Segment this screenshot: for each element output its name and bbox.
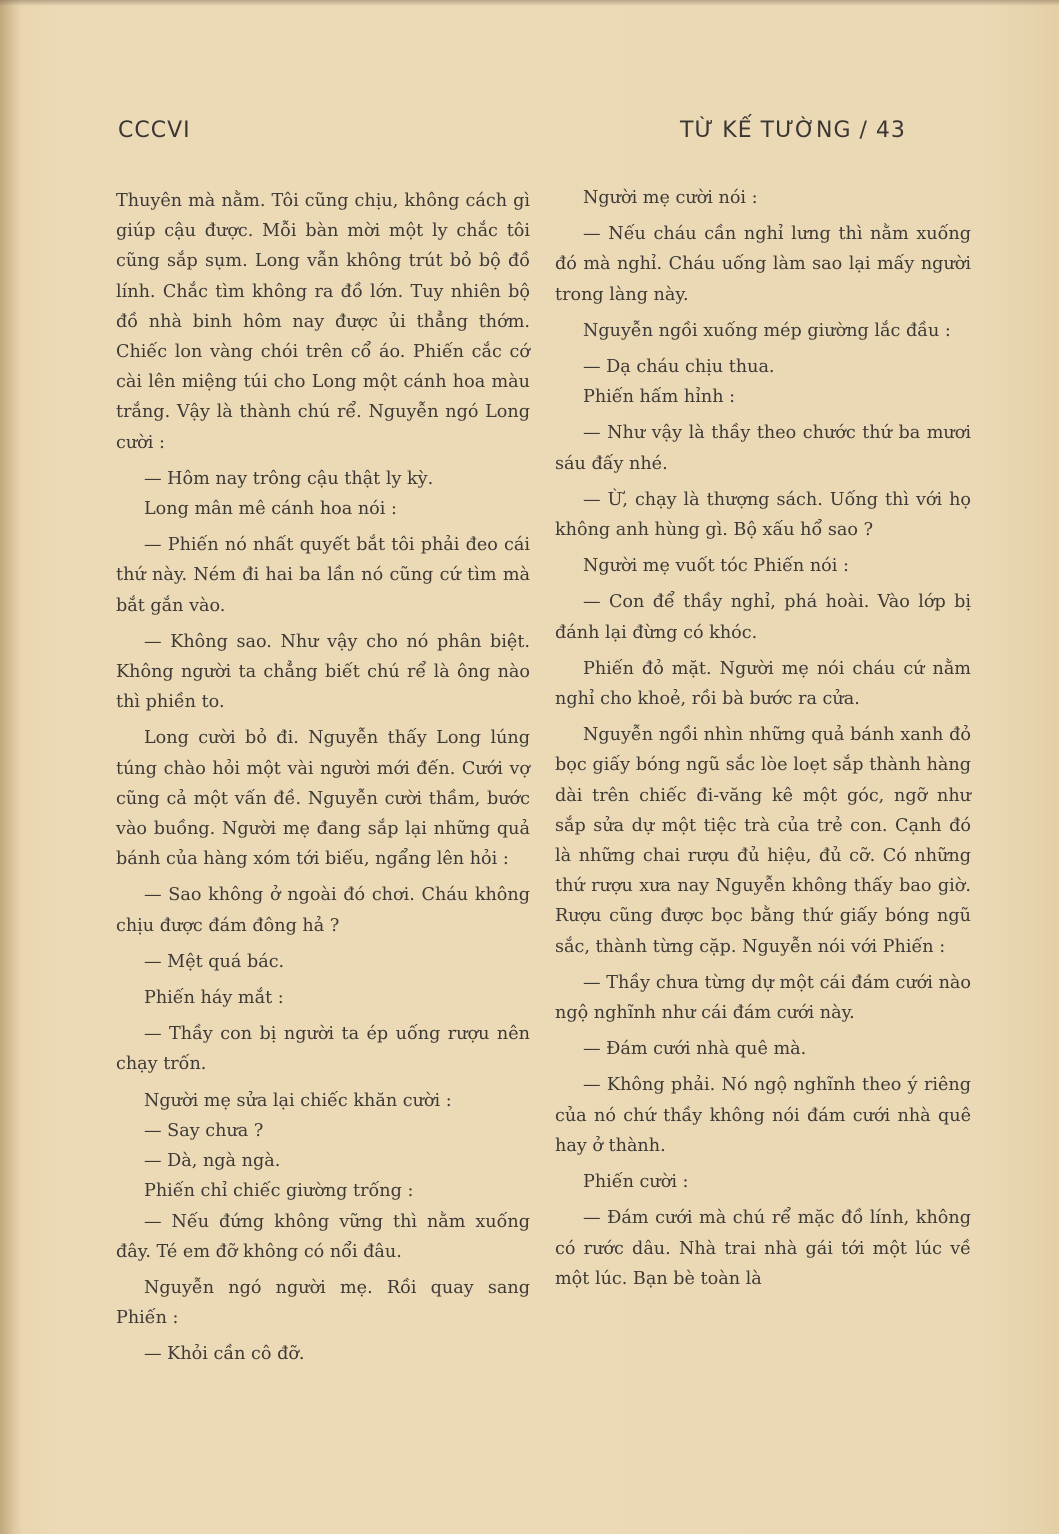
- paragraph: — Thầy con bị người ta ép uống rượu nên chạy trốn.: [116, 1024, 530, 1075]
- paragraph: — Đám cưới nhà quê mà.: [583, 1039, 807, 1060]
- paragraph: — Thầy chưa từng dự một cái đám cưới nào ngộ nghĩnh như cái đám cưới này.: [555, 972, 971, 1024]
- paragraph: — Không phải. Nó ngộ nghĩnh theo ý riêng của nó chứ thầy không nói đám cưới nhà quê hay ở thành.: [555, 1075, 971, 1156]
- paragraph: — Dạ cháu chịu thua.: [583, 357, 775, 378]
- paragraph: Phiến chỉ chiếc giường trống :: [144, 1181, 414, 1202]
- paragraph: — Nếu cháu cần nghỉ lưng thì nằm xuống đó mà nghỉ. Cháu uống làm sao lại mấy người trong làng này.: [555, 224, 971, 305]
- paragraph: — Nếu đứng không vững thì nằm xuống đây. Té em đỡ không có nổi đâu.: [116, 1211, 530, 1262]
- paragraph: — Phiến nó nhất quyết bắt tôi phải đeo cái thứ này. Ném đi hai ba lần nó cũng cứ tìm mà bắt gắn vào.: [116, 535, 530, 616]
- paragraph: Long mân mê cánh hoa nói :: [144, 499, 397, 520]
- paragraph: — Ừ, chạy là thượng sách. Uống thì với họ không anh hùng gì. Bộ xấu hổ sao ?: [555, 489, 971, 541]
- paragraph: Thuyên mà nằm. Tôi cũng chịu, không cách gì giúp cậu được. Mỗi bàn mời một ly chắc tôi cũng sắp sụm. Long vẫn không trút bỏ bộ đồ lính. Chắc tìm không ra đồ lớn. Tuy nhiên bộ đồ nhà binh hôm nay được ủi thẳng thớm. Chiếc lon vàng chói trên cổ áo. Phiến cắc cớ cài lên miệng túi cho Long một cánh hoa màu trắng. Vậy là thành chú rể. Nguyễn ngó Long cười :: [116, 191, 530, 453]
- paragraph: — Mệt quá bác.: [144, 951, 285, 972]
- page-top-edge: [0, 0, 1059, 6]
- left-text-column: [116, 186, 530, 1370]
- running-header-right: TỪ KẾ TƯỜNG / 43: [680, 118, 906, 143]
- paragraph: — Khỏi cần cô đỡ.: [144, 1344, 305, 1365]
- paragraph: Phiến đỏ mặt. Người mẹ nói cháu cứ nằm nghỉ cho khoẻ, rồi bà bước ra cửa.: [555, 658, 971, 710]
- paragraph: — Say chưa ?: [144, 1120, 264, 1141]
- running-header-left: CCCVI: [118, 118, 191, 143]
- paragraph: — Đám cưới mà chú rể mặc đồ lính, không có rước dâu. Nhà trai nhà gái tới một lúc về một lúc. Bạn bè toàn là: [555, 1208, 971, 1289]
- paragraph: — Con để thầy nghỉ, phá hoài. Vào lớp bị đánh lại đừng có khóc.: [555, 592, 971, 643]
- paragraph: Long cười bỏ đi. Nguyễn thấy Long lúng túng chào hỏi một vài người mới đến. Cưới vợ cũng cả một vấn đề. Nguyễn cười thầm, bước vào buồng. Người mẹ đang sắp lại những quả bánh của hàng xóm tới biếu, ngẩng lên hỏi :: [116, 728, 530, 870]
- paragraph: — Như vậy là thầy theo chước thứ ba mươi sáu đấy nhé.: [555, 423, 971, 474]
- paragraph: Người mẹ sửa lại chiếc khăn cười :: [144, 1090, 452, 1111]
- paragraph: — Hôm nay trông cậu thật ly kỳ.: [144, 468, 434, 489]
- paragraph: — Sao không ở ngoài đó chơi. Cháu không chịu được đám đông hả ?: [116, 885, 530, 936]
- paragraph: Phiến cười :: [583, 1172, 689, 1193]
- paragraph: Phiến hấm hỉnh :: [583, 387, 736, 408]
- paragraph: Nguyễn ngồi nhìn những quả bánh xanh đỏ bọc giấy bóng ngũ sắc lòe loẹt sắp thành hàng dài trên chiếc đi-văng kê một góc, ngỡ như sắp sửa dự một tiệc trà của trẻ con. Cạnh đó là những chai rượu đủ hiệu, đủ cỡ. Có những thứ rượu xưa nay Nguyễn không thấy bao giờ. Rượu cũng được bọc bằng thứ giấy bóng ngũ sắc, thành từng cặp. Nguyễn nói với Phiến :: [555, 725, 971, 957]
- paragraph: — Dà, ngà ngà.: [144, 1151, 281, 1172]
- paragraph: Người mẹ cười nói :: [583, 188, 758, 208]
- paragraph: — Không sao. Như vậy cho nó phân biệt. Không người ta chẳng biết chú rể là ông nào thì phiền to.: [116, 631, 530, 713]
- right-text-column: [555, 183, 971, 1294]
- paragraph: Nguyễn ngó người mẹ. Rồi quay sang Phiến :: [116, 1277, 530, 1329]
- paragraph: Nguyễn ngồi xuống mép giường lắc đầu :: [583, 320, 951, 341]
- paragraph: Phiến háy mắt :: [144, 988, 284, 1009]
- paragraph: Người mẹ vuốt tóc Phiến nói :: [583, 556, 849, 577]
- page-edge-shadow: [0, 0, 22, 1534]
